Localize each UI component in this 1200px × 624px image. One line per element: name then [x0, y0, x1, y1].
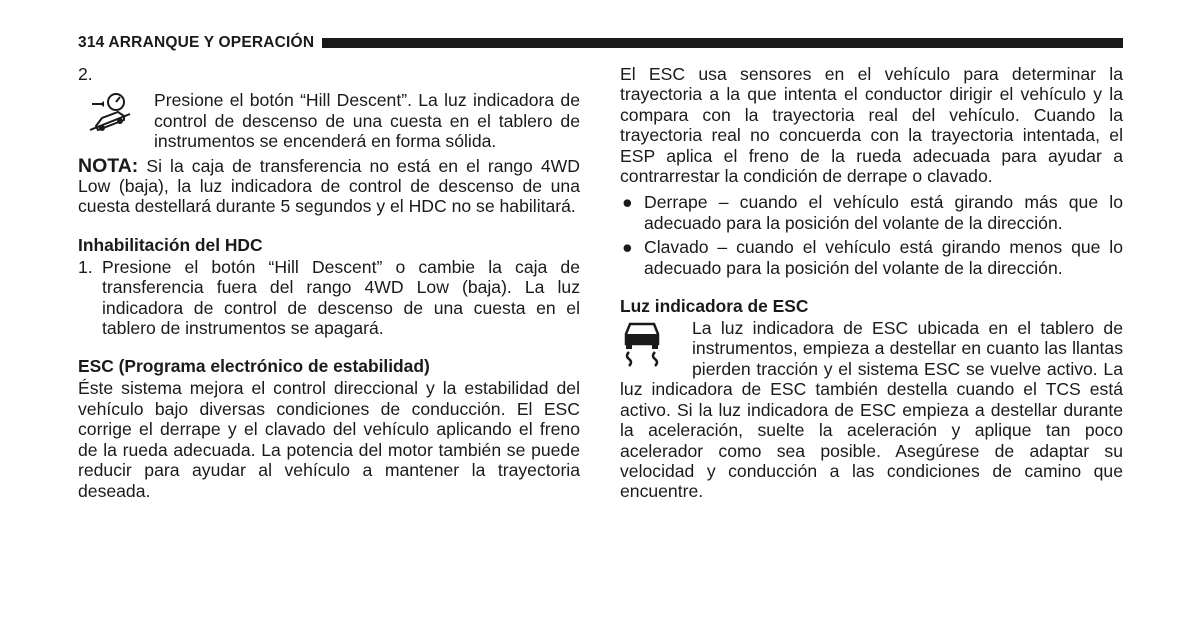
- bullet-item: [620, 237, 1123, 278]
- esc-light-text: La luz indicadora de ESC ubicada en el tablero de instrumentos, empieza a destellar en cuanto las llantas pierden tracción y el sistema ESC se vuelve activo. La luz indicadora de ESC también destella cuando el TCS está activo. Si la luz indicadora de ESC empieza a destellar durante la aceleración, suelte la aceleración y aplique tan poco acelerador como sea posible. Asegúrese de adaptar su velocidad y conducción a las condiciones de camino que encuentre.: [620, 318, 1123, 502]
- right-column: [620, 64, 1123, 502]
- hdc-step-text: Presione el botón “Hill Descent” o cambie la caja de transferencia fuera del rango 4WD Low (baja). La luz indicadora de control de descenso de una cuesta en el tablero de instrumentos se apagará.: [102, 256, 580, 339]
- esc-intro-paragraph: El ESC usa sensores en el vehículo para determinar la trayectoria a la que intenta el conductor dirigir el vehículo y la compara con la trayectoria real del vehículo. Cuando la trayectoria real no concuerda con la trayectoria intentada, el ESP aplica el freno de la rueda adecuada para ayudar a contrarrestar la condición de derrape o clavado.: [620, 64, 1123, 187]
- esc-paragraph: Éste sistema mejora el control direccional y la estabilidad del vehículo bajo diversas condiciones de conducción. El ESC corrige el derrape y el clavado del vehículo aplicando el freno de la rueda adecuada. La potencia del motor también se puede reducir para ayudar al vehículo a mantener la trayectoria deseada.: [78, 378, 580, 501]
- esc-bullet-list: [620, 192, 1123, 278]
- page-header: [78, 33, 1123, 53]
- hill-descent-icon: [78, 90, 154, 142]
- note-text: Si la caja de transferencia no está en el rango 4WD Low (baja), la luz indicadora de control de descenso de una cuesta destellará durante 5 segundos y el HDC no se habilitará.: [78, 155, 580, 217]
- esc-light-paragraph: [620, 318, 1123, 502]
- header-rule: [322, 38, 1123, 48]
- hdc-step-1: [78, 257, 580, 339]
- note-paragraph: [78, 156, 580, 217]
- page-header-title: 314 ARRANQUE Y OPERACIÓN: [78, 34, 315, 51]
- hdc-step-number: 1.: [78, 256, 93, 277]
- bullet-text: Derrape – cuando el vehículo está girando más que lo adecuado para la posición del volante de la dirección.: [644, 192, 1123, 233]
- step-2-text: Presione el botón “Hill Descent”. La luz indicadora de control de descenso de una cuesta en el tablero de instrumentos se encenderá en forma sólida.: [154, 90, 580, 152]
- bullet-icon: ●: [622, 192, 633, 213]
- bullet-text: Clavado – cuando el vehículo está girando menos que lo adecuado para la posición del volante de la dirección.: [644, 237, 1123, 278]
- bullet-item: [620, 192, 1123, 233]
- step-2: [78, 90, 580, 151]
- left-column: [78, 64, 580, 501]
- heading-hdc-disable: Inhabilitación del HDC: [78, 234, 263, 255]
- esc-skid-icon: [620, 318, 692, 372]
- note-label: NOTA:: [78, 154, 139, 177]
- heading-esc-light: Luz indicadora de ESC: [620, 296, 809, 317]
- heading-esc: ESC (Programa electrónico de estabilidad): [78, 356, 430, 377]
- step-number: 2.: [78, 64, 93, 84]
- bullet-icon: ●: [622, 237, 633, 258]
